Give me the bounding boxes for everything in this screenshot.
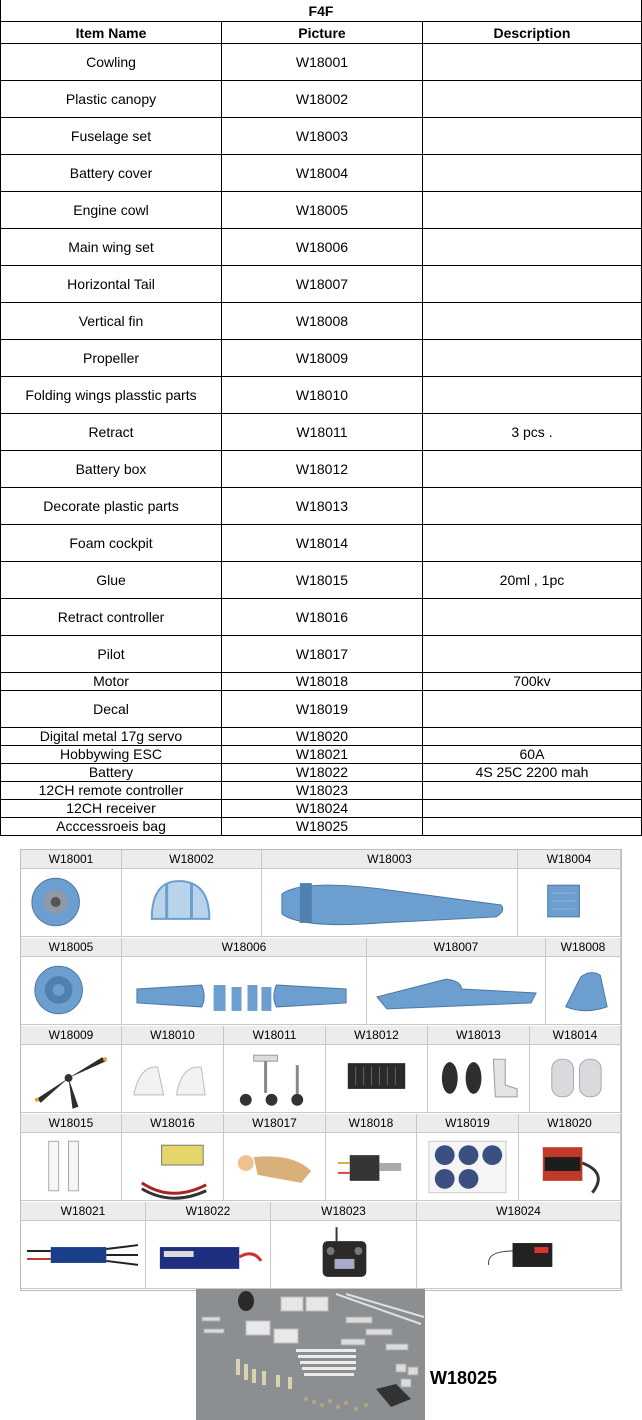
photo-cell xyxy=(530,1026,621,1112)
description-cell xyxy=(422,818,641,836)
part-photo xyxy=(21,869,121,936)
photo-code-label: W18014 xyxy=(530,1026,620,1045)
table-row xyxy=(1,562,642,599)
photo-code-label: W18024 xyxy=(417,1202,620,1221)
part-photo xyxy=(367,957,545,1024)
table-row xyxy=(1,691,642,728)
table-row xyxy=(1,599,642,636)
table-row xyxy=(1,800,642,818)
description-cell: 3 pcs . xyxy=(422,414,641,451)
photo-row xyxy=(21,1202,621,1289)
picture-code-cell: W18015 xyxy=(222,562,423,599)
photo-code-label: W18012 xyxy=(326,1026,427,1045)
table-row xyxy=(1,229,642,266)
accessories-bag-code: W18025 xyxy=(430,1368,498,1388)
part-photo xyxy=(519,1133,620,1200)
photo-cell xyxy=(417,1114,519,1200)
part-photo xyxy=(518,869,620,936)
description-cell xyxy=(422,782,641,800)
table-row xyxy=(1,673,642,691)
photo-cell xyxy=(428,1026,530,1112)
description-cell xyxy=(422,377,641,414)
part-photo xyxy=(146,1221,270,1288)
photo-cell xyxy=(21,1202,146,1288)
table-row xyxy=(1,818,642,836)
description-cell xyxy=(422,266,641,303)
part-photo xyxy=(21,1133,121,1200)
part-photo xyxy=(122,957,366,1024)
accessories-bag-image xyxy=(196,1289,425,1420)
picture-code-cell: W18022 xyxy=(222,764,423,782)
picture-code-cell: W18007 xyxy=(222,266,423,303)
item-name-cell: Pilot xyxy=(1,636,222,673)
photo-code-label: W18004 xyxy=(518,850,620,869)
photo-code-label: W18009 xyxy=(21,1026,121,1045)
table-title: F4F xyxy=(1,0,642,22)
part-photo xyxy=(122,1045,223,1112)
picture-code-cell: W18019 xyxy=(222,691,423,728)
table-row xyxy=(1,155,642,192)
part-photo xyxy=(21,957,121,1024)
description-cell xyxy=(422,691,641,728)
accessories-bag-photo xyxy=(196,1289,425,1420)
table-row xyxy=(1,192,642,229)
photo-cell xyxy=(21,938,122,1024)
description-cell xyxy=(422,192,641,229)
item-name-cell: 12CH receiver xyxy=(1,800,222,818)
photo-code-label: W18010 xyxy=(122,1026,223,1045)
picture-code-cell: W18009 xyxy=(222,340,423,377)
item-name-cell: Foam cockpit xyxy=(1,525,222,562)
picture-code-cell: W18010 xyxy=(222,377,423,414)
description-cell xyxy=(422,340,641,377)
part-photo xyxy=(326,1133,416,1200)
photo-cell xyxy=(21,1114,122,1200)
photo-cell xyxy=(262,850,518,936)
description-cell xyxy=(422,44,641,81)
item-name-cell: Retract xyxy=(1,414,222,451)
picture-code-cell: W18002 xyxy=(222,81,423,118)
picture-code-cell: W18017 xyxy=(222,636,423,673)
description-cell xyxy=(422,155,641,192)
table-row xyxy=(1,414,642,451)
photo-row xyxy=(21,850,621,937)
picture-code-cell: W18004 xyxy=(222,155,423,192)
photo-cell xyxy=(122,1026,224,1112)
part-photo xyxy=(417,1221,620,1288)
part-photo xyxy=(262,869,517,936)
table-row xyxy=(1,118,642,155)
item-name-cell: Fuselage set xyxy=(1,118,222,155)
description-cell xyxy=(422,451,641,488)
picture-code-cell: W18014 xyxy=(222,525,423,562)
item-name-cell: Acccessroeis bag xyxy=(1,818,222,836)
picture-code-cell: W18018 xyxy=(222,673,423,691)
photo-cell xyxy=(21,850,122,936)
description-cell xyxy=(422,636,641,673)
table-row xyxy=(1,488,642,525)
photo-code-label: W18015 xyxy=(21,1114,121,1133)
part-photo xyxy=(326,1045,427,1112)
item-name-cell: Cowling xyxy=(1,44,222,81)
table-row xyxy=(1,81,642,118)
item-name-cell: 12CH remote controller xyxy=(1,782,222,800)
part-photo xyxy=(530,1045,620,1112)
table-row xyxy=(1,525,642,562)
description-cell xyxy=(422,81,641,118)
description-cell: 60A xyxy=(422,746,641,764)
item-name-cell: Vertical fin xyxy=(1,303,222,340)
part-photo xyxy=(271,1221,416,1288)
photo-cell xyxy=(224,1114,326,1200)
photo-code-label: W18022 xyxy=(146,1202,270,1221)
picture-code-cell: W18006 xyxy=(222,229,423,266)
photo-row xyxy=(21,1114,621,1201)
photo-cell xyxy=(546,938,621,1024)
item-name-cell: Propeller xyxy=(1,340,222,377)
description-cell: 20ml , 1pc xyxy=(422,562,641,599)
photo-code-label: W18005 xyxy=(21,938,121,957)
item-name-cell: Folding wings plasstic parts xyxy=(1,377,222,414)
table-row xyxy=(1,340,642,377)
part-photo xyxy=(224,1045,325,1112)
part-photo xyxy=(428,1045,529,1112)
table-row xyxy=(1,782,642,800)
parts-photo-catalog xyxy=(20,849,622,1291)
picture-code-cell: W18023 xyxy=(222,782,423,800)
picture-code-cell: W18001 xyxy=(222,44,423,81)
table-row xyxy=(1,377,642,414)
picture-code-cell: W18011 xyxy=(222,414,423,451)
photo-code-label: W18001 xyxy=(21,850,121,869)
item-name-cell: Battery cover xyxy=(1,155,222,192)
photo-code-label: W18018 xyxy=(326,1114,416,1133)
item-name-cell: Battery box xyxy=(1,451,222,488)
picture-code-cell: W18024 xyxy=(222,800,423,818)
description-cell xyxy=(422,525,641,562)
photo-code-label: W18013 xyxy=(428,1026,529,1045)
photo-code-label: W18007 xyxy=(367,938,545,957)
photo-cell xyxy=(122,1114,224,1200)
picture-code-cell: W18025 xyxy=(222,818,423,836)
item-name-cell: Digital metal 17g servo xyxy=(1,728,222,746)
picture-code-cell: W18013 xyxy=(222,488,423,525)
photo-cell xyxy=(518,850,621,936)
item-name-cell: Glue xyxy=(1,562,222,599)
table-body xyxy=(1,44,642,836)
description-cell: 700kv xyxy=(422,673,641,691)
description-cell xyxy=(422,728,641,746)
picture-code-cell: W18020 xyxy=(222,728,423,746)
photo-cell xyxy=(417,1202,621,1288)
item-name-cell: Retract controller xyxy=(1,599,222,636)
photo-cell xyxy=(326,1026,428,1112)
picture-code-cell: W18016 xyxy=(222,599,423,636)
column-header-picture: Picture xyxy=(222,22,423,44)
part-photo xyxy=(122,869,261,936)
item-name-cell: Decal xyxy=(1,691,222,728)
photo-code-label: W18011 xyxy=(224,1026,325,1045)
photo-cell xyxy=(122,850,262,936)
photo-cell xyxy=(271,1202,417,1288)
picture-code-cell: W18012 xyxy=(222,451,423,488)
table-row xyxy=(1,451,642,488)
item-name-cell: Main wing set xyxy=(1,229,222,266)
description-cell xyxy=(422,599,641,636)
photo-cell xyxy=(519,1114,621,1200)
photo-code-label: W18002 xyxy=(122,850,261,869)
photo-cell xyxy=(122,938,367,1024)
description-cell: 4S 25C 2200 mah xyxy=(422,764,641,782)
description-cell xyxy=(422,488,641,525)
photo-code-label: W18006 xyxy=(122,938,366,957)
table-row xyxy=(1,728,642,746)
photo-code-label: W18017 xyxy=(224,1114,325,1133)
photo-cell xyxy=(224,1026,326,1112)
column-header-description: Description xyxy=(422,22,641,44)
photo-cell xyxy=(367,938,546,1024)
photo-cell xyxy=(326,1114,417,1200)
part-photo xyxy=(224,1133,325,1200)
description-cell xyxy=(422,229,641,266)
part-photo xyxy=(21,1221,145,1288)
description-cell xyxy=(422,118,641,155)
item-name-cell: Battery xyxy=(1,764,222,782)
photo-row xyxy=(21,1026,621,1113)
description-cell xyxy=(422,303,641,340)
table-row xyxy=(1,303,642,340)
picture-code-cell: W18021 xyxy=(222,746,423,764)
photo-row xyxy=(21,938,621,1025)
photo-code-label: W18008 xyxy=(546,938,620,957)
table-row xyxy=(1,44,642,81)
column-header-item-name: Item Name xyxy=(1,22,222,44)
description-cell xyxy=(422,800,641,818)
part-photo xyxy=(417,1133,518,1200)
photo-code-label: W18023 xyxy=(271,1202,416,1221)
photo-cell xyxy=(146,1202,271,1288)
photo-code-label: W18003 xyxy=(262,850,517,869)
part-photo xyxy=(546,957,620,1024)
item-name-cell: Horizontal Tail xyxy=(1,266,222,303)
item-name-cell: Decorate plastic parts xyxy=(1,488,222,525)
table-row xyxy=(1,764,642,782)
photo-code-label: W18020 xyxy=(519,1114,620,1133)
table-row xyxy=(1,636,642,673)
item-name-cell: Motor xyxy=(1,673,222,691)
photo-code-label: W18016 xyxy=(122,1114,223,1133)
part-photo xyxy=(21,1045,121,1112)
item-name-cell: Hobbywing ESC xyxy=(1,746,222,764)
table-row xyxy=(1,746,642,764)
picture-code-cell: W18008 xyxy=(222,303,423,340)
picture-code-cell: W18003 xyxy=(222,118,423,155)
picture-code-cell: W18005 xyxy=(222,192,423,229)
photo-code-label: W18019 xyxy=(417,1114,518,1133)
item-name-cell: Engine cowl xyxy=(1,192,222,229)
table-row xyxy=(1,266,642,303)
photo-code-label: W18021 xyxy=(21,1202,145,1221)
photo-cell xyxy=(21,1026,122,1112)
item-name-cell: Plastic canopy xyxy=(1,81,222,118)
part-photo xyxy=(122,1133,223,1200)
